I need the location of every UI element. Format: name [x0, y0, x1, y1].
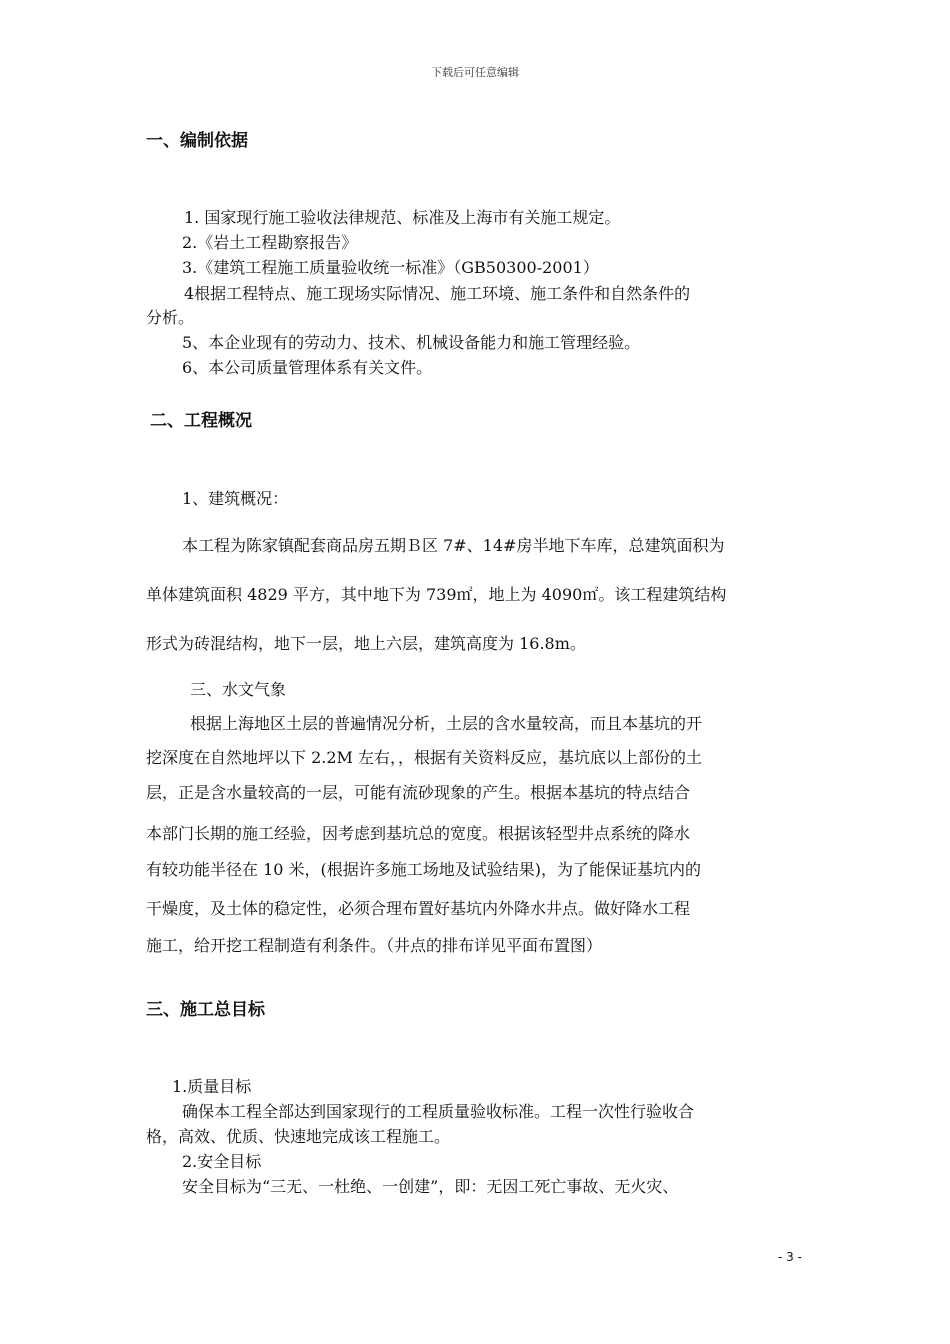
safety-goal-line-1: 安全目标为“三无、一杜绝、一创建”，即：无因工死亡事故、无火灾、 — [182, 1177, 679, 1196]
section-2-title: 二、工程概况 — [150, 411, 252, 431]
building-overview-line-3: 形式为砖混结构，地下一层，地上六层，建筑高度为 16.8m。 — [146, 634, 586, 653]
hydrology-line-6: 干燥度，及土体的稳定性，必须合理布置好基坑内外降水井点。做好降水工程 — [146, 899, 691, 918]
hydrology-line-5: 有较功能半径在 10 米，(根据许多施工场地及试验结果)，为了能保证基坑内的 — [146, 860, 702, 879]
page-number: - 3 - — [778, 1250, 802, 1264]
hydrology-heading: 三、水文气象 — [190, 680, 287, 699]
page-header: 下载后可任意编辑 — [431, 66, 519, 79]
hydrology-line-3: 层，正是含水量较高的一层，可能有流砂现象的产生。根据本基坑的特点结合 — [146, 783, 691, 802]
hydrology-line-4: 本部门长期的施工经验，因考虑到基坑总的宽度。根据该轻型井点系统的降水 — [146, 824, 691, 843]
basis-item-4-line-1: 4根据工程特点、施工现场实际情况、施工环境、施工条件和自然条件的 — [184, 284, 691, 303]
quality-goal-line-2: 格，高效、优质、快速地完成该工程施工。 — [146, 1127, 451, 1146]
basis-item-1: 1. 国家现行施工验收法律规范、标准及上海市有关施工规定。 — [184, 208, 621, 227]
safety-goal-heading: 2.安全目标 — [182, 1152, 262, 1171]
building-overview-heading: 1、建筑概况： — [182, 489, 289, 508]
basis-item-2: 2.《岩土工程勘察报告》 — [182, 233, 358, 252]
building-overview-line-1: 本工程为陈家镇配套商品房五期Ｂ区 7#、14#房半地下车库，总建筑面积为 — [182, 536, 725, 555]
basis-item-6: 6、本公司质量管理体系有关文件。 — [182, 358, 433, 377]
hydrology-line-1: 根据上海地区土层的普遍情况分析，土层的含水量较高，而且本基坑的开 — [190, 714, 703, 733]
quality-goal-heading: 1.质量目标 — [172, 1077, 252, 1096]
building-overview-line-2: 单体建筑面积 4829 平方，其中地下为 739㎡，地上为 4090㎡。该工程建筑结构 — [146, 585, 727, 604]
basis-item-3: 3.《建筑工程施工质量验收统一标准》（GB50300-2001） — [182, 258, 599, 277]
quality-goal-line-1: 确保本工程全部达到国家现行的工程质量验收标准。工程一次性行验收合 — [182, 1102, 695, 1121]
basis-item-4-line-2: 分析。 — [146, 308, 195, 327]
hydrology-line-7: 施工，给开挖工程制造有利条件。（井点的排布详见平面布置图） — [146, 936, 603, 955]
hydrology-line-2: 挖深度在自然地坪以下 2.2M 左右，，根据有关资料反应，基坑底以上部份的土 — [146, 748, 703, 767]
section-1-title: 一、编制依据 — [146, 131, 248, 151]
section-3-title: 三、施工总目标 — [146, 1000, 265, 1020]
basis-item-5: 5、本企业现有的劳动力、技术、机械设备能力和施工管理经验。 — [182, 333, 641, 352]
